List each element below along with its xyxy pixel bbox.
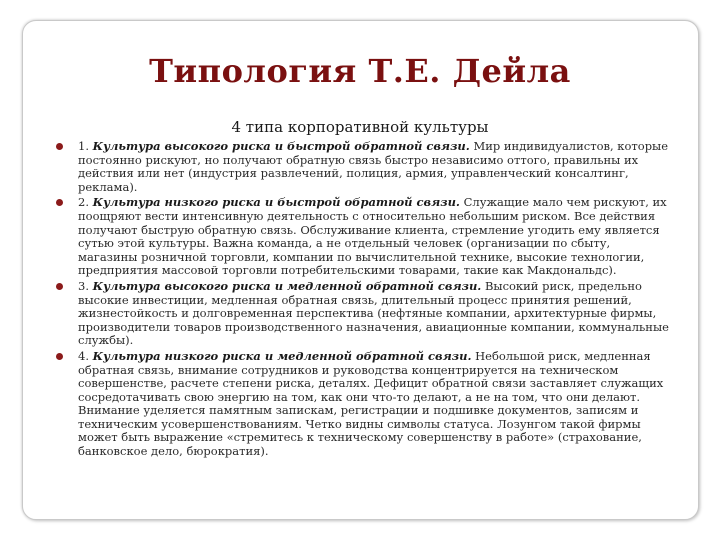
- item-heading: Культура низкого риска и быстрой обратной связи.: [92, 195, 460, 210]
- bullet-icon: [56, 353, 63, 360]
- list-item: [52, 196, 672, 278]
- list-item: [52, 280, 672, 348]
- item-text: Служащие мало чем рискуют, их поощряют вести интенсивную деятельность с относительно небольшим риском. Все действия получают быструю обратную связь. Обслуживание клиента, стремление угодить ему является сутью этой культуры. Важна команда, а не отдельный человек (организации по сбыту, магазины розничной торговли, компании по вычислительной технике, высокие технологии, предприятия массовой торговли потребительскими товарами, такие как Макдональдс).: [78, 195, 667, 278]
- slide-subtitle: 4 типа корпоративной культуры: [231, 118, 489, 136]
- bullet-icon: [56, 199, 63, 206]
- item-number: 4.: [78, 348, 89, 363]
- item-text: Мир индивидуалистов, которые постоянно рискуют, но получают обратную связь быстро независимо оттого, правильны их действия или нет (индустрия развлечений, полиция, армия, управленческий консалтинг, реклама).: [78, 139, 669, 194]
- item-number: 2.: [78, 195, 89, 210]
- item-number: 3.: [78, 278, 89, 293]
- item-text: Высокий риск, предельно высокие инвестиции, медленная обратная связь, длительный процесс принятия решений, жизнестойкость и долговременная перспектива (нефтяные компании, архитектурные фирмы, производители товаров производственного назначения, авиационные компании, коммунальные службы).: [78, 278, 669, 348]
- item-heading: Культура высокого риска и быстрой обратной связи.: [92, 139, 470, 153]
- list-item: [52, 350, 672, 459]
- bullet-icon: [56, 143, 63, 150]
- item-heading: Культура низкого риска и медленной обратной связи.: [92, 348, 472, 363]
- item-heading: Культура высокого риска и медленной обратной связи.: [92, 278, 482, 293]
- bullet-icon: [56, 283, 63, 290]
- culture-types-list: [52, 140, 672, 461]
- item-text: Небольшой риск, медленная обратная связь, внимание сотрудников и руководства концентрируется на техническом совершенстве, расчете степени риска, деталях. Дефицит обратной связи заставляет служащих сосредотачивать свою энергию на том, как они что-то делают, а не на том, что они делают. Внимание уделяется памятным запискам, регистрации и подшивке документов, записям и техническим усовершенствованиям. Четко видны символы статуса. Лозунгом такой фирмы может быть выражение «стремитесь к техническому совершенству в работе» (страхование, банковское дело, бюрократия).: [78, 348, 664, 459]
- item-number: 1.: [78, 139, 89, 153]
- slide-title: Типология Т.Е. Дейла: [149, 52, 571, 90]
- list-item: [52, 140, 672, 194]
